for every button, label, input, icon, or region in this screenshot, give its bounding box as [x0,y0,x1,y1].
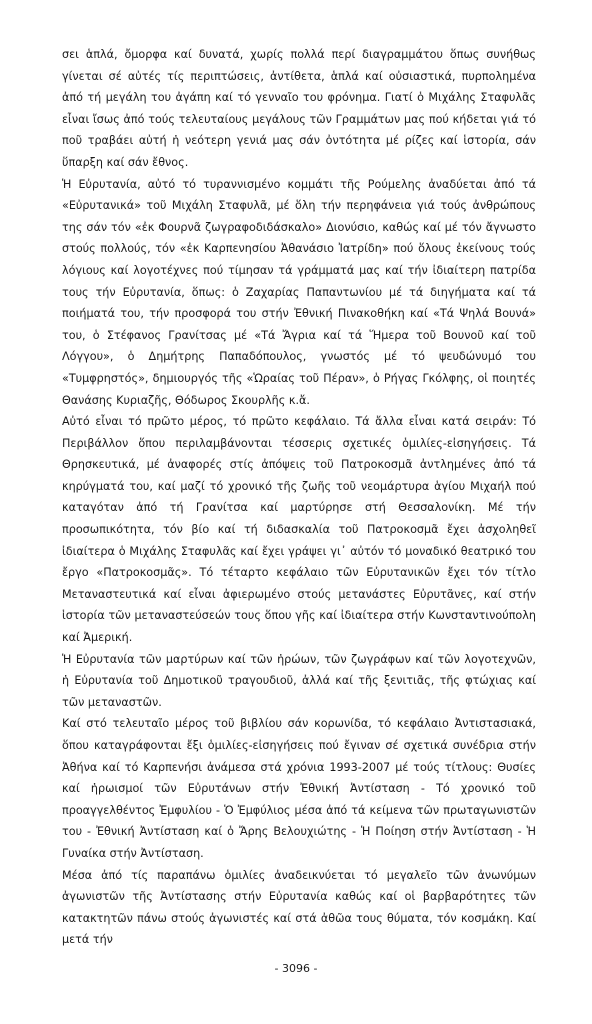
document-body [62,44,536,951]
paragraph-6: Μέσα ἀπό τίς παραπάνω ὁμιλίες ἀναδεικνύεται τό μεγαλεῖο τῶν ἀνωνύμων ἀγωνιστῶν τῆς Ἀντίστασης στήν Εὐρυτανία καθώς καί οἱ βαρβαρότητες τῶν κατακτητῶν πάνω στούς ἀγωνιστές καί στά ἀθῶα τους θύματα, τόν κοσμάκη. Καί μετά τήν [62,868,536,947]
paragraph-5: Καί στό τελευταῖο μέρος τοῦ βιβλίου σάν κορωνίδα, τό κεφάλαιο Ἀντιστασιακά, ὅπου καταγράφονται ἔξι ὁμιλίες-εἰσηγήσεις πού ἔγιναν σέ σχετικά συνέδρια στήν Ἀθήνα καί τό Καρπενήσι ἀνάμεσα στά χρόνια 1993-2007 μέ τούς τίτλους: Θυσίες καί ἡρωισμοί τῶν Εὐρυτάνων στήν Ἐθνική Ἀντίσταση - Τό χρονικό τοῦ προαγγελθέντος Ἐμφυλίου - Ὁ Ἐμφύλιος μέσα ἀπό τά κείμενα τῶν πρωταγωνιστῶν του - Ἐθνική Ἀντίσταση καί ὁ Ἄρης Βελουχιώτης - Ἡ Ποίηση στήν Ἀντίσταση - Ἡ Γυναίκα στήν Ἀντίσταση. [62,717,536,860]
paragraph-3: Αὐτό εἶναι τό πρῶτο μέρος, τό πρῶτο κεφάλαιο. Τά ἄλλα εἶναι κατά σειράν: Τό Περιβάλλον ὅπου περιλαμβάνονται τέσσερις σχετικές ὁμιλίες-εἰσηγήσεις. Τά Θρησκευτικά, μέ ἀναφορές στίς ἀπόψεις τοῦ Πατροκοσμᾶ ἀντλημένες ἀπό τά κηρύγματά του, καί μαζί τό χρονικό τῆς ζωῆς τοῦ νεομάρτυρα ἁγίου Μιχαήλ πού καταγόταν ἀπό τή Γρανίτσα καί μαρτύρησε στή Θεσσαλονίκη. Μέ τήν προσωπικότητα, τόν βίο καί τή διδασκαλία τοῦ Πατροκοσμᾶ ἔχει ἀσχοληθεῖ ἰδιαίτερα ὁ Μιχάλης Σταφυλᾶς καί ἔχει γράψει γι᾽ αὐτόν τό μοναδικό θεατρικό του ἔργο «Πατροκοσμᾶς». Τό τέταρτο κεφάλαιο τῶν Εὐρυτανικῶν ἔχει τόν τίτλο Μεταναστευτικά καί εἶναι ἀφιερωμένο στούς μετανάστες Εὐρυτᾶνες, καί στήν ἱστορία τῶν μεταναστεύσεών τους ὅπου γῆς καί ἰδιαίτερα στήν Κωνσταντινούπολη καί Ἀμερική. [62,415,536,645]
paragraph-1: σει ἁπλά, ὄμορφα καί δυνατά, χωρίς πολλά περί διαγραμμάτου ὅπως συνήθως γίνεται σέ αὐτές τίς περιπτώσεις, ἀντίθετα, ἁπλά καί οὐσιαστικά, πυρπολημένα ἀπό τή μεγάλη του ἀγάπη καί τό γενναῖο του φρόνημα. Γιατί ὁ Μιχάλης Σταφυλᾶς εἶναι ἴσως ἀπό τούς τελευταίους μεγάλους τῶν Γραμμάτων μας πού κήδεται γιά τό ποῦ τραβάει αὐτή ἡ νεότερη γενιά μας σάν ὀντότητα μέ ρίζες καί ἱστορία, σάν ὕπαρξη καί σάν ἔθνος. [62,48,536,169]
paragraph-2: Ἡ Εὐρυτανία, αὐτό τό τυραννισμένο κομμάτι τῆς Ρούμελης ἀναδύεται ἀπό τά «Εὐρυτανικά» τοῦ Μιχάλη Σταφυλᾶ, μέ ὅλη τήν περηφάνεια γιά τούς ἀνθρώπους της σάν τόν «ἐκ Φουρνᾶ ζωγραφοδιδάσκαλο» Διονύσιο, καθώς καί μέ τόν ἄγνωστο στούς πολλούς, τόν «ἐκ Καρπενησίου Ἀθανάσιο Ἰατρίδη» πού ὅλους ἐκείνους τούς λόγιους καί λογοτέχνες πού τίμησαν τά γράμματά μας καί τήν ἰδιαίτερη πατρίδα τους τήν Εὐρυτανία, ὅπως: ὁ Ζαχαρίας Παπαντωνίου μέ τά διηγήματα καί τά ποιήματά του, τήν προσφορά του στήν Ἐθνική Πινακοθήκη καί «Τά Ψηλά Βουνά» του, ὁ Στέφανος Γρανίτσας μέ «Τά Ἄγρια καί τά Ἥμερα τοῦ Βουνοῦ καί τοῦ Λόγγου», ὁ Δημήτρης Παπαδόπουλος, γνωστός μέ τό ψευδώνυμό του «Τυμφρηστός», δημιουργός τῆς «Ὡραίας τοῦ Πέραν», ὁ Ρήγας Γκόλφης, οἱ ποιητές Θανάσης Κυριαζῆς, Θόδωρος Σκουρλῆς κ.ἄ. [62,177,536,407]
paragraph-4: Ἡ Εὐρυτανία τῶν μαρτύρων καί τῶν ἡρώων, τῶν ζωγράφων καί τῶν λογοτεχνῶν, ἡ Εὐρυτανία τοῦ Δημοτικοῦ τραγουδιοῦ, ἀλλά καί τῆς ξενιτιᾶς, τῆς φτώχιας καί τῶν μεταναστῶν. [62,652,536,709]
page-number: - 3096 - [274,962,318,975]
